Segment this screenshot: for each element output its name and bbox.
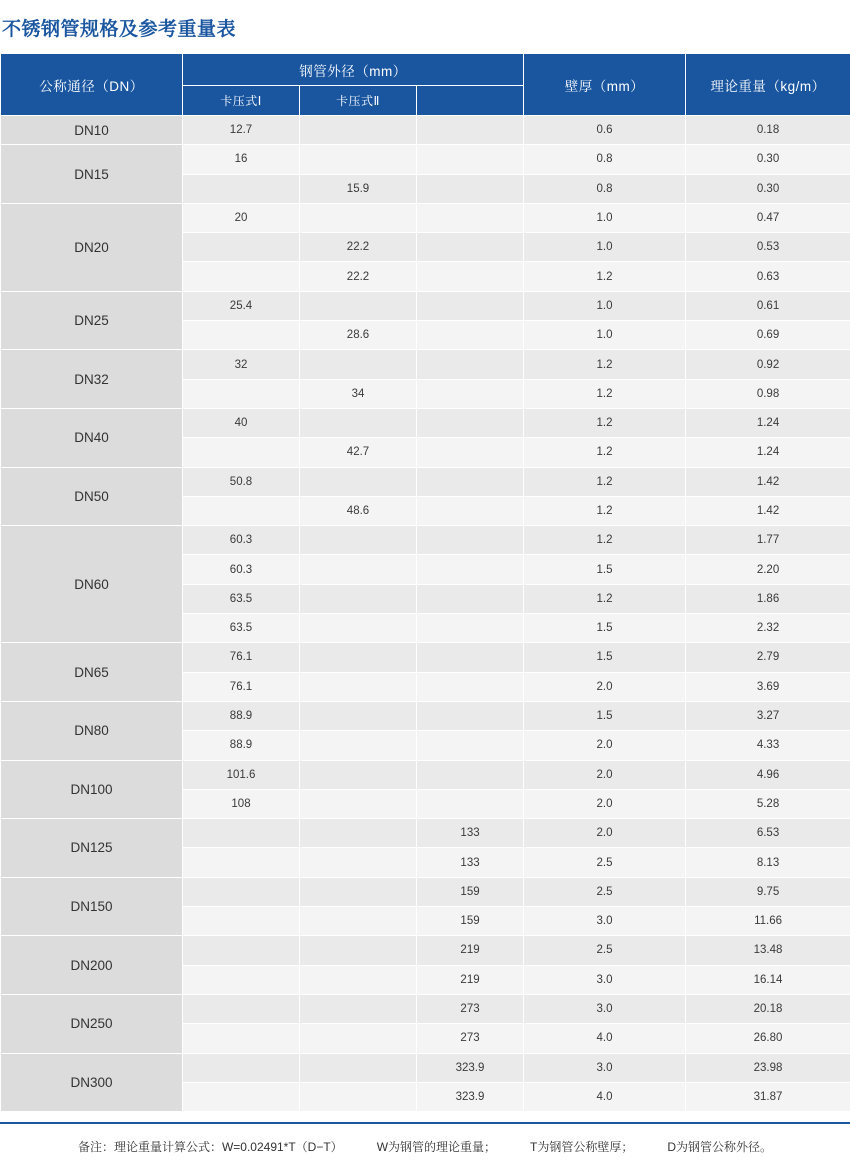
col-header-dn: 公称通径（DN） bbox=[1, 54, 183, 116]
cell-od-press-2: 28.6 bbox=[300, 321, 417, 350]
cell-od-press-1: 50.8 bbox=[183, 467, 300, 496]
cell-od-press-2 bbox=[300, 145, 417, 174]
cell-od-press-2: 34 bbox=[300, 379, 417, 408]
cell-nominal-diameter: DN32 bbox=[1, 350, 183, 409]
cell-od-press-3 bbox=[417, 584, 524, 613]
table-row bbox=[1, 936, 850, 965]
cell-od-press-1 bbox=[183, 1082, 300, 1111]
cell-theoretical-weight: 1.42 bbox=[686, 467, 850, 496]
cell-od-press-2 bbox=[300, 1053, 417, 1082]
cell-od-press-3 bbox=[417, 701, 524, 730]
cell-od-press-2 bbox=[300, 555, 417, 584]
cell-od-press-2 bbox=[300, 291, 417, 320]
cell-od-press-3 bbox=[417, 731, 524, 760]
cell-theoretical-weight: 6.53 bbox=[686, 819, 850, 848]
footnote-d: D为钢管公称外径。 bbox=[667, 1138, 772, 1155]
cell-theoretical-weight: 0.30 bbox=[686, 145, 850, 174]
cell-od-press-3 bbox=[417, 145, 524, 174]
table-row bbox=[1, 291, 850, 320]
cell-od-press-1 bbox=[183, 877, 300, 906]
cell-theoretical-weight: 0.18 bbox=[686, 116, 850, 145]
cell-nominal-diameter: DN300 bbox=[1, 1053, 183, 1112]
cell-wall-thickness: 1.0 bbox=[524, 291, 686, 320]
cell-od-press-2 bbox=[300, 467, 417, 496]
cell-theoretical-weight: 0.63 bbox=[686, 262, 850, 291]
cell-od-press-2 bbox=[300, 526, 417, 555]
col-header-wall-thickness: 壁厚（mm） bbox=[524, 54, 686, 116]
cell-od-press-1: 63.5 bbox=[183, 614, 300, 643]
cell-od-press-3 bbox=[417, 672, 524, 701]
cell-nominal-diameter: DN10 bbox=[1, 116, 183, 145]
cell-od-press-2 bbox=[300, 614, 417, 643]
cell-theoretical-weight: 11.66 bbox=[686, 907, 850, 936]
cell-od-press-3 bbox=[417, 233, 524, 262]
cell-od-press-3: 159 bbox=[417, 877, 524, 906]
cell-od-press-2 bbox=[300, 643, 417, 672]
cell-od-press-2 bbox=[300, 907, 417, 936]
cell-od-press-2 bbox=[300, 819, 417, 848]
col-header-press-type-1: 卡压式Ⅰ bbox=[183, 86, 300, 116]
cell-wall-thickness: 2.5 bbox=[524, 936, 686, 965]
cell-theoretical-weight: 0.47 bbox=[686, 203, 850, 232]
cell-wall-thickness: 1.5 bbox=[524, 643, 686, 672]
cell-theoretical-weight: 13.48 bbox=[686, 936, 850, 965]
cell-od-press-1: 32 bbox=[183, 350, 300, 379]
cell-od-press-2 bbox=[300, 1024, 417, 1053]
cell-wall-thickness: 1.0 bbox=[524, 233, 686, 262]
table-row bbox=[1, 203, 850, 232]
cell-od-press-3 bbox=[417, 350, 524, 379]
cell-wall-thickness: 3.0 bbox=[524, 994, 686, 1023]
cell-theoretical-weight: 0.69 bbox=[686, 321, 850, 350]
cell-od-press-2 bbox=[300, 203, 417, 232]
cell-od-press-3: 323.9 bbox=[417, 1053, 524, 1082]
cell-od-press-3: 219 bbox=[417, 965, 524, 994]
cell-od-press-2 bbox=[300, 701, 417, 730]
cell-wall-thickness: 2.0 bbox=[524, 731, 686, 760]
col-header-outer-diameter-group: 钢管外径（mm） bbox=[183, 54, 524, 86]
cell-theoretical-weight: 16.14 bbox=[686, 965, 850, 994]
cell-nominal-diameter: DN100 bbox=[1, 760, 183, 819]
cell-wall-thickness: 1.2 bbox=[524, 262, 686, 291]
cell-od-press-1 bbox=[183, 262, 300, 291]
cell-od-press-1 bbox=[183, 379, 300, 408]
cell-theoretical-weight: 1.24 bbox=[686, 438, 850, 467]
cell-wall-thickness: 3.0 bbox=[524, 1053, 686, 1082]
cell-theoretical-weight: 0.92 bbox=[686, 350, 850, 379]
cell-od-press-1: 12.7 bbox=[183, 116, 300, 145]
table-body bbox=[1, 116, 850, 1112]
cell-nominal-diameter: DN65 bbox=[1, 643, 183, 702]
cell-od-press-2: 15.9 bbox=[300, 174, 417, 203]
cell-theoretical-weight: 0.98 bbox=[686, 379, 850, 408]
cell-od-press-2 bbox=[300, 350, 417, 379]
cell-nominal-diameter: DN20 bbox=[1, 203, 183, 291]
table-row bbox=[1, 1053, 850, 1082]
cell-od-press-1: 16 bbox=[183, 145, 300, 174]
table-row bbox=[1, 819, 850, 848]
cell-wall-thickness: 4.0 bbox=[524, 1024, 686, 1053]
cell-od-press-3 bbox=[417, 467, 524, 496]
cell-wall-thickness: 1.2 bbox=[524, 408, 686, 437]
cell-theoretical-weight: 5.28 bbox=[686, 789, 850, 818]
table-row bbox=[1, 701, 850, 730]
cell-od-press-3 bbox=[417, 379, 524, 408]
cell-nominal-diameter: DN125 bbox=[1, 819, 183, 878]
cell-theoretical-weight: 2.20 bbox=[686, 555, 850, 584]
cell-wall-thickness: 3.0 bbox=[524, 965, 686, 994]
cell-nominal-diameter: DN150 bbox=[1, 877, 183, 936]
table-row bbox=[1, 526, 850, 555]
cell-od-press-1: 60.3 bbox=[183, 555, 300, 584]
page-title: 不锈钢管规格及参考重量表 bbox=[0, 0, 850, 53]
cell-od-press-3: 133 bbox=[417, 848, 524, 877]
cell-theoretical-weight: 31.87 bbox=[686, 1082, 850, 1111]
cell-theoretical-weight: 3.27 bbox=[686, 701, 850, 730]
cell-wall-thickness: 2.0 bbox=[524, 760, 686, 789]
cell-theoretical-weight: 1.86 bbox=[686, 584, 850, 613]
table-header bbox=[1, 54, 850, 116]
cell-wall-thickness: 0.8 bbox=[524, 145, 686, 174]
cell-od-press-2 bbox=[300, 848, 417, 877]
cell-od-press-3 bbox=[417, 291, 524, 320]
cell-od-press-2 bbox=[300, 1082, 417, 1111]
cell-od-press-3 bbox=[417, 262, 524, 291]
cell-od-press-2 bbox=[300, 584, 417, 613]
cell-od-press-1 bbox=[183, 819, 300, 848]
cell-od-press-1 bbox=[183, 1024, 300, 1053]
cell-nominal-diameter: DN40 bbox=[1, 408, 183, 467]
table-row bbox=[1, 145, 850, 174]
cell-od-press-2 bbox=[300, 116, 417, 145]
cell-wall-thickness: 1.2 bbox=[524, 379, 686, 408]
cell-od-press-3 bbox=[417, 116, 524, 145]
header-row-top bbox=[1, 54, 850, 86]
cell-od-press-1 bbox=[183, 1053, 300, 1082]
cell-wall-thickness: 0.6 bbox=[524, 116, 686, 145]
cell-od-press-3: 273 bbox=[417, 1024, 524, 1053]
cell-od-press-2 bbox=[300, 936, 417, 965]
cell-od-press-2 bbox=[300, 877, 417, 906]
cell-theoretical-weight: 4.33 bbox=[686, 731, 850, 760]
cell-wall-thickness: 2.0 bbox=[524, 789, 686, 818]
cell-theoretical-weight: 0.53 bbox=[686, 233, 850, 262]
cell-od-press-3 bbox=[417, 643, 524, 672]
cell-wall-thickness: 1.2 bbox=[524, 526, 686, 555]
cell-theoretical-weight: 3.69 bbox=[686, 672, 850, 701]
table-row bbox=[1, 760, 850, 789]
cell-od-press-2: 48.6 bbox=[300, 496, 417, 525]
cell-od-press-1: 20 bbox=[183, 203, 300, 232]
cell-theoretical-weight: 2.32 bbox=[686, 614, 850, 643]
cell-od-press-1: 76.1 bbox=[183, 672, 300, 701]
col-header-theoretical-weight: 理论重量（kg/m） bbox=[686, 54, 850, 116]
table-row bbox=[1, 877, 850, 906]
footnote-w: W为钢管的理论重量； bbox=[377, 1138, 496, 1155]
cell-od-press-3 bbox=[417, 496, 524, 525]
cell-od-press-3 bbox=[417, 526, 524, 555]
cell-od-press-1 bbox=[183, 994, 300, 1023]
cell-wall-thickness: 4.0 bbox=[524, 1082, 686, 1111]
cell-od-press-2 bbox=[300, 672, 417, 701]
cell-theoretical-weight: 20.18 bbox=[686, 994, 850, 1023]
cell-wall-thickness: 2.0 bbox=[524, 672, 686, 701]
cell-od-press-3 bbox=[417, 438, 524, 467]
cell-theoretical-weight: 1.42 bbox=[686, 496, 850, 525]
cell-od-press-1 bbox=[183, 321, 300, 350]
cell-od-press-1 bbox=[183, 438, 300, 467]
cell-theoretical-weight: 1.24 bbox=[686, 408, 850, 437]
cell-wall-thickness: 1.2 bbox=[524, 584, 686, 613]
cell-od-press-2 bbox=[300, 789, 417, 818]
cell-wall-thickness: 1.2 bbox=[524, 438, 686, 467]
cell-wall-thickness: 1.5 bbox=[524, 555, 686, 584]
table-row bbox=[1, 350, 850, 379]
cell-od-press-3 bbox=[417, 614, 524, 643]
cell-nominal-diameter: DN250 bbox=[1, 994, 183, 1053]
cell-od-press-1 bbox=[183, 233, 300, 262]
cell-od-press-1: 88.9 bbox=[183, 731, 300, 760]
cell-od-press-3 bbox=[417, 555, 524, 584]
cell-theoretical-weight: 23.98 bbox=[686, 1053, 850, 1082]
cell-od-press-1: 101.6 bbox=[183, 760, 300, 789]
cell-od-press-2 bbox=[300, 731, 417, 760]
cell-theoretical-weight: 9.75 bbox=[686, 877, 850, 906]
footnote-formula: 备注：理论重量计算公式：W=0.02491*T（D−T） bbox=[78, 1138, 343, 1155]
cell-od-press-3: 133 bbox=[417, 819, 524, 848]
cell-wall-thickness: 1.2 bbox=[524, 350, 686, 379]
cell-nominal-diameter: DN200 bbox=[1, 936, 183, 995]
cell-od-press-3 bbox=[417, 203, 524, 232]
cell-od-press-1 bbox=[183, 496, 300, 525]
pipe-spec-table bbox=[0, 53, 850, 1112]
cell-od-press-3: 219 bbox=[417, 936, 524, 965]
cell-theoretical-weight: 1.77 bbox=[686, 526, 850, 555]
cell-od-press-3 bbox=[417, 174, 524, 203]
cell-wall-thickness: 1.0 bbox=[524, 321, 686, 350]
footnote bbox=[0, 1122, 850, 1165]
cell-od-press-1 bbox=[183, 848, 300, 877]
cell-wall-thickness: 2.0 bbox=[524, 819, 686, 848]
cell-od-press-1 bbox=[183, 965, 300, 994]
cell-od-press-1 bbox=[183, 936, 300, 965]
cell-nominal-diameter: DN80 bbox=[1, 701, 183, 760]
cell-od-press-1: 25.4 bbox=[183, 291, 300, 320]
cell-od-press-2 bbox=[300, 994, 417, 1023]
col-header-press-type-2: 卡压式Ⅱ bbox=[300, 86, 417, 116]
cell-theoretical-weight: 0.61 bbox=[686, 291, 850, 320]
cell-od-press-2 bbox=[300, 965, 417, 994]
cell-wall-thickness: 1.2 bbox=[524, 496, 686, 525]
cell-od-press-1: 108 bbox=[183, 789, 300, 818]
cell-od-press-1: 88.9 bbox=[183, 701, 300, 730]
cell-wall-thickness: 2.5 bbox=[524, 877, 686, 906]
cell-od-press-1: 40 bbox=[183, 408, 300, 437]
cell-wall-thickness: 3.0 bbox=[524, 907, 686, 936]
table-row bbox=[1, 994, 850, 1023]
cell-od-press-3 bbox=[417, 789, 524, 818]
cell-od-press-1: 60.3 bbox=[183, 526, 300, 555]
cell-nominal-diameter: DN50 bbox=[1, 467, 183, 526]
cell-od-press-2 bbox=[300, 408, 417, 437]
cell-od-press-2: 22.2 bbox=[300, 233, 417, 262]
cell-theoretical-weight: 4.96 bbox=[686, 760, 850, 789]
cell-od-press-3 bbox=[417, 408, 524, 437]
table-row bbox=[1, 116, 850, 145]
cell-wall-thickness: 1.2 bbox=[524, 467, 686, 496]
cell-od-press-1 bbox=[183, 174, 300, 203]
cell-od-press-2 bbox=[300, 760, 417, 789]
cell-wall-thickness: 1.5 bbox=[524, 614, 686, 643]
table-row bbox=[1, 643, 850, 672]
cell-wall-thickness: 1.0 bbox=[524, 203, 686, 232]
cell-od-press-3 bbox=[417, 760, 524, 789]
cell-theoretical-weight: 8.13 bbox=[686, 848, 850, 877]
cell-od-press-3 bbox=[417, 321, 524, 350]
cell-od-press-1 bbox=[183, 907, 300, 936]
cell-nominal-diameter: DN25 bbox=[1, 291, 183, 350]
cell-wall-thickness: 2.5 bbox=[524, 848, 686, 877]
cell-od-press-3: 323.9 bbox=[417, 1082, 524, 1111]
cell-theoretical-weight: 2.79 bbox=[686, 643, 850, 672]
cell-od-press-3: 159 bbox=[417, 907, 524, 936]
cell-od-press-1: 76.1 bbox=[183, 643, 300, 672]
table-row bbox=[1, 408, 850, 437]
cell-od-press-1: 63.5 bbox=[183, 584, 300, 613]
cell-wall-thickness: 1.5 bbox=[524, 701, 686, 730]
cell-od-press-3: 273 bbox=[417, 994, 524, 1023]
cell-od-press-2: 22.2 bbox=[300, 262, 417, 291]
col-header-press-type-3 bbox=[417, 86, 524, 116]
cell-theoretical-weight: 26.80 bbox=[686, 1024, 850, 1053]
table-row bbox=[1, 467, 850, 496]
cell-od-press-2: 42.7 bbox=[300, 438, 417, 467]
footnote-t: T为钢管公称壁厚； bbox=[530, 1138, 633, 1155]
cell-nominal-diameter: DN60 bbox=[1, 526, 183, 643]
cell-nominal-diameter: DN15 bbox=[1, 145, 183, 204]
cell-wall-thickness: 0.8 bbox=[524, 174, 686, 203]
cell-theoretical-weight: 0.30 bbox=[686, 174, 850, 203]
